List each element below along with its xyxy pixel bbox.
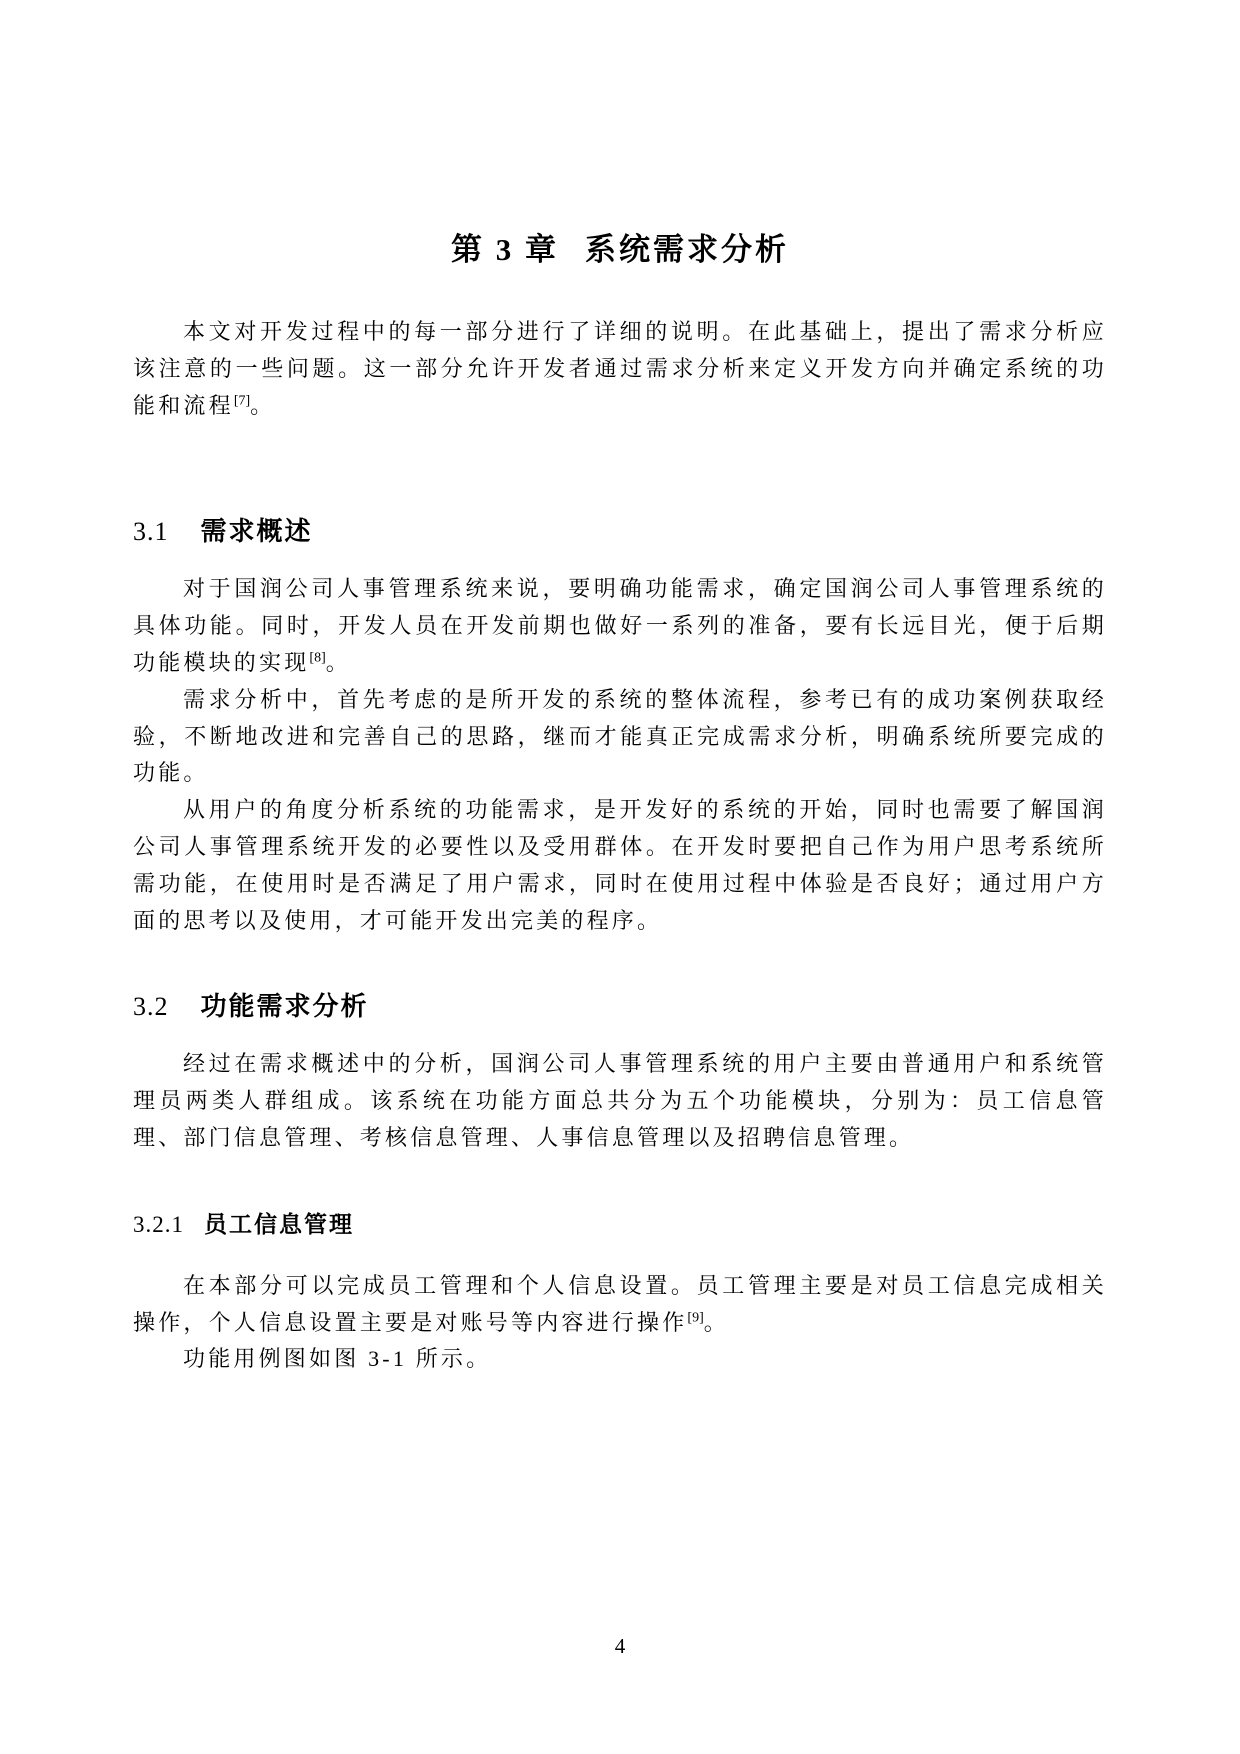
section-3-1-paragraph-2: 需求分析中，首先考虑的是所开发的系统的整体流程，参考已有的成功案例获取经验，不断地改进和完善自己的思路，继而才能真正完成需求分析，明确系统所要完成的功能。 bbox=[133, 686, 1107, 786]
section-heading-3-1-label: 需求概述 bbox=[200, 516, 313, 547]
section-3-2-1-paragraph-1-tail: 。 bbox=[703, 1309, 729, 1335]
chapter-number: 第 3 章 bbox=[451, 232, 559, 267]
section-3-2-1-paragraph-1 bbox=[133, 1268, 1107, 1342]
section-number-3-2: 3.2 bbox=[133, 992, 169, 1022]
intro-paragraph-text: 本文对开发过程中的每一部分进行了详细的说明。在此基础上，提出了需求分析应该注意的一些问题。这一部分允许开发者通过需求分析来定义开发方向并确定系统的功能和流程 bbox=[133, 319, 1107, 418]
intro-paragraph bbox=[133, 314, 1107, 424]
section-number-3-2-1: 3.2.1 bbox=[133, 1211, 184, 1237]
section-heading-3-1 bbox=[133, 514, 1107, 549]
chapter-title bbox=[133, 230, 1107, 270]
citation-ref-7: [7] bbox=[233, 393, 251, 409]
page-content bbox=[133, 0, 1107, 1378]
section-heading-3-2-label: 功能需求分析 bbox=[200, 991, 369, 1022]
citation-ref-8: [8] bbox=[309, 650, 326, 666]
section-3-2-paragraph-1: 经过在需求概述中的分析，国润公司人事管理系统的用户主要由普通用户和系统管理员两类人群组成。该系统在功能方面总共分为五个功能模块，分别为：员工信息管理、部门信息管理、考核信息管理、人事信息管理以及招聘信息管理。 bbox=[133, 1051, 1107, 1150]
chapter-title-text: 系统需求分析 bbox=[585, 232, 789, 267]
section-3-1-paragraph-3: 从用户的角度分析系统的功能需求，是开发好的系统的开始，同时也需要了解国润公司人事管理系统开发的必要性以及受用群体。在开发时要把自己作为用户思考系统所需功能，在使用时是否满足了用户需求，同时在使用过程中体验是否良好；通过用户方面的思考以及使用，才可能开发出完美的程序。 bbox=[133, 797, 1107, 933]
section-3-1-paragraph-1 bbox=[133, 571, 1107, 681]
section-heading-3-2 bbox=[133, 989, 1107, 1024]
section-heading-3-2-1-label: 员工信息管理 bbox=[204, 1210, 354, 1237]
section-3-2-1-paragraph-2: 功能用例图如图 3-1 所示。 bbox=[183, 1346, 492, 1372]
section-number-3-1: 3.1 bbox=[133, 517, 169, 547]
section-heading-3-2-1 bbox=[133, 1209, 1107, 1240]
section-3-1-paragraph-1-tail: 。 bbox=[325, 649, 351, 675]
intro-paragraph-tail: 。 bbox=[250, 392, 276, 418]
section-3-2-1-paragraph-1-text: 在本部分可以完成员工管理和个人信息设置。员工管理主要是对员工信息完成相关操作，个人信息设置主要是对账号等内容进行操作 bbox=[133, 1272, 1107, 1335]
citation-ref-9: [9] bbox=[687, 1310, 704, 1326]
page-number: 4 bbox=[614, 1634, 626, 1658]
section-3-1-paragraph-1-text: 对于国润公司人事管理系统来说，要明确功能需求，确定国润公司人事管理系统的具体功能。同时，开发人员在开发前期也做好一系列的准备，要有长远目光，便于后期功能模块的实现 bbox=[133, 576, 1107, 675]
